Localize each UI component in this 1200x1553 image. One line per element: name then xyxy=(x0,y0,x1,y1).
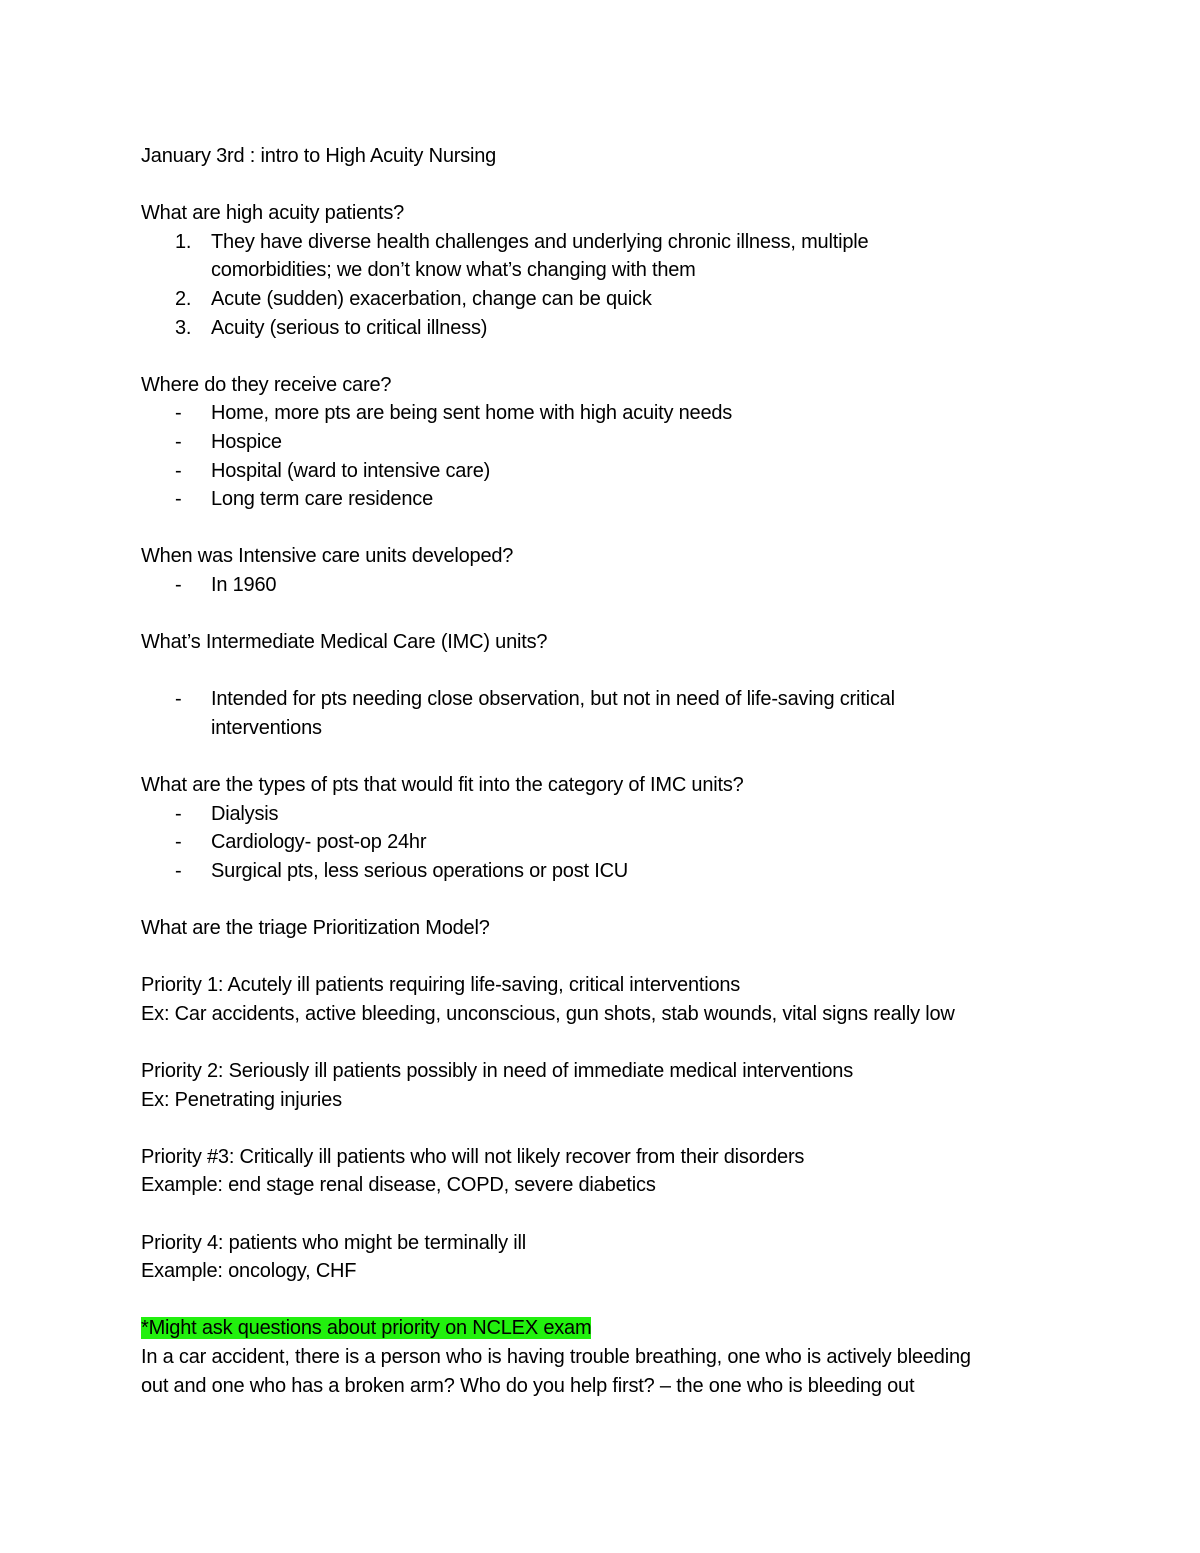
question-where-care: Where do they receive care? xyxy=(141,373,392,396)
list-item-text: Acuity (serious to critical illness) xyxy=(211,316,488,339)
dash-bullet: - xyxy=(175,802,182,825)
dash-bullet: - xyxy=(175,430,182,453)
priority-4-example: Example: oncology, CHF xyxy=(141,1260,357,1283)
list-item-text: In 1960 xyxy=(211,573,277,596)
list-item-text: Intended for pts needing close observation, but not in need of life-saving critical xyxy=(211,688,895,711)
list-item xyxy=(141,857,1071,886)
list-item xyxy=(141,314,1071,343)
dash-bullet: - xyxy=(175,859,182,882)
question-triage-model: What are the triage Prioritization Model? xyxy=(141,917,490,940)
question-high-acuity-patients: What are high acuity patients? xyxy=(141,202,405,225)
dash-list-imc xyxy=(141,685,1071,742)
list-item xyxy=(141,571,1071,600)
list-item xyxy=(141,457,1071,486)
dash-bullet: - xyxy=(175,688,182,711)
list-number: 2. xyxy=(175,287,192,310)
list-item-text: They have diverse health challenges and underlying chronic illness, multiple xyxy=(211,230,869,253)
list-item xyxy=(141,800,1071,829)
document-body xyxy=(141,142,1071,1400)
list-item-text-continued: comorbidities; we don’t know what’s changing with them xyxy=(211,259,696,282)
dash-list-imc-patients xyxy=(141,800,1071,886)
document-title: January 3rd : intro to High Acuity Nursing xyxy=(141,145,497,167)
list-item xyxy=(141,485,1071,514)
list-item-text: Long term care residence xyxy=(211,488,433,511)
dash-bullet: - xyxy=(175,459,182,482)
priority-1-example: Ex: Car accidents, active bleeding, unconscious, gun shots, stab wounds, vital signs really low xyxy=(141,1002,955,1025)
priority-3: Priority #3: Critically ill patients who will not likely recover from their disorders xyxy=(141,1145,805,1168)
list-item-text: Cardiology- post-op 24hr xyxy=(211,831,427,854)
dash-list-icu xyxy=(141,571,1071,600)
list-item-text: Hospice xyxy=(211,430,282,453)
priority-3-example: Example: end stage renal disease, COPD, severe diabetics xyxy=(141,1174,656,1197)
numbered-list-high-acuity xyxy=(141,228,1071,342)
priority-1: Priority 1: Acutely ill patients requiring life-saving, critical interventions xyxy=(141,974,741,997)
list-item-text: Home, more pts are being sent home with high acuity needs xyxy=(211,402,733,425)
nclex-note-line xyxy=(141,1314,1071,1343)
list-item xyxy=(141,428,1071,457)
list-item xyxy=(141,285,1071,314)
dash-bullet: - xyxy=(175,573,182,596)
nclex-highlighted-note: *Might ask questions about priority on NCLEX exam xyxy=(141,1317,592,1340)
list-number: 1. xyxy=(175,230,192,253)
question-icu-developed: When was Intensive care units developed? xyxy=(141,545,514,568)
list-item-text-continued: interventions xyxy=(211,716,322,739)
dash-bullet: - xyxy=(175,402,182,425)
scenario-line-2: out and one who has a broken arm? Who do you help first? – the one who is bleeding out xyxy=(141,1374,915,1397)
question-imc-patient-types: What are the types of pts that would fit into the category of IMC units? xyxy=(141,774,744,797)
dash-list-care-locations xyxy=(141,399,1071,513)
question-imc-units: What’s Intermediate Medical Care (IMC) units? xyxy=(141,631,548,654)
priority-2: Priority 2: Seriously ill patients possibly in need of immediate medical interventions xyxy=(141,1060,854,1082)
list-item xyxy=(141,828,1071,857)
list-item xyxy=(141,228,1071,285)
dash-bullet: - xyxy=(175,488,182,511)
list-item-text: Hospital (ward to intensive care) xyxy=(211,459,491,482)
scenario-line-1: In a car accident, there is a person who is having trouble breathing, one who is actively bleeding xyxy=(141,1345,971,1368)
dash-bullet: - xyxy=(175,831,182,854)
list-item-text: Acute (sudden) exacerbation, change can be quick xyxy=(211,287,652,310)
list-item xyxy=(141,685,1071,742)
priority-2-example: Ex: Penetrating injuries xyxy=(141,1088,342,1111)
list-number: 3. xyxy=(175,316,192,339)
list-item xyxy=(141,399,1071,428)
list-item-text: Surgical pts, less serious operations or post ICU xyxy=(211,859,629,882)
list-item-text: Dialysis xyxy=(211,802,279,825)
priority-4: Priority 4: patients who might be terminally ill xyxy=(141,1231,526,1254)
